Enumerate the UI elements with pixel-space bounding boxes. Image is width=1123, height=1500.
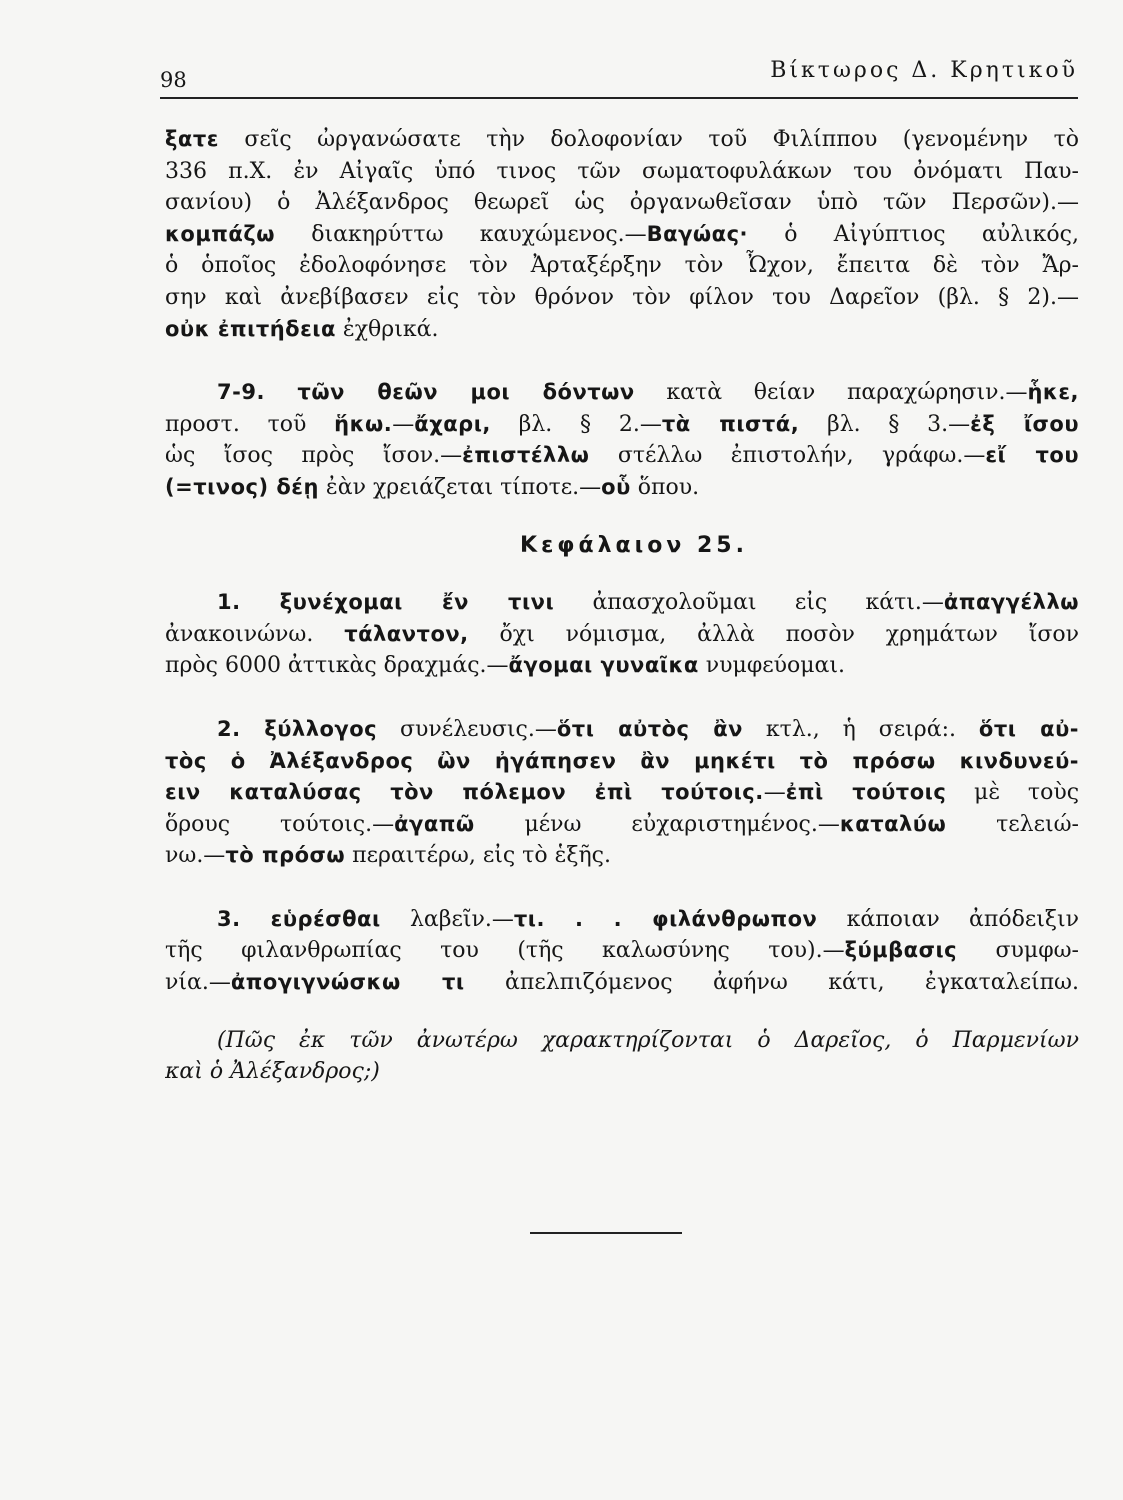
gloss: ὡς ἴσος πρὸς ἴσον.— [165,443,463,469]
text-line [165,219,1079,251]
headword: 2. ξύλλογος [217,716,378,741]
gloss: σην καὶ ἀνεβίβασεν εἰς τὸν θρόνον τὸν φίλον του Δαρεῖον (βλ. § 2).— [165,284,1079,310]
gloss: κατὰ θείαν παραχώρησιν.— [634,380,1028,406]
headword: ξύμβασις [844,938,958,963]
text-line [165,619,1079,651]
text-line [165,187,1079,219]
headword: κομπάζω [165,221,275,246]
gloss: ἀνακοινώνω. [165,621,345,647]
gloss: κάποιαν ἀπόδειξιν [817,906,1079,932]
gloss: ὁ ὁποῖος ἐδολοφόνησε τὸν Ἀρταξέρξην τὸν Ὦχον, ἔπειτα δὲ τὸν Ἄρ- [165,253,1079,279]
gloss: — [763,780,786,806]
text-line [165,777,1079,809]
gloss: νία.— [165,970,231,996]
gloss: νω.— [165,843,226,869]
headword: τὸ πρόσω [225,843,346,868]
gloss: ἀπασχολοῦμαι εἰς κάτι.— [554,590,944,616]
headword: ἥκω. [334,411,393,436]
gloss: τῆς φιλανθρωπίας του (τῆς καλωσύνης του).— [165,938,845,964]
text-line [165,314,1079,346]
headword: τὸς ὁ Ἀλέξανδρος ὢν ἠγάπησεν ἂν μηκέτι τὸ πρόσω κινδυνεύ- [165,748,1079,773]
text-line [165,156,1079,188]
gloss: βλ. § 2.— [490,411,662,437]
review-question [165,1025,1079,1057]
text-line [165,587,1079,619]
text-line [165,377,1079,409]
text-line [165,935,1079,967]
text-line [165,714,1079,746]
headword: ἄγομαι γυναῖκα [508,653,699,678]
gloss: λαβεῖν.— [380,906,514,932]
headword: ἀπαγγέλλω [943,590,1079,615]
headword: ἄχαρι, [414,411,491,436]
gloss: — [392,411,415,437]
text-line [165,967,1079,999]
headword: 3. εὑρέσθαι [217,906,381,931]
text-line [165,409,1079,441]
headword: ειν καταλύσας τὸν πόλεμον ἐπὶ τούτοις. [165,780,764,805]
headword: 1. ξυνέχομαι ἔν τινι [217,590,555,615]
gloss: μὲ τοὺς [946,780,1079,806]
headword: οὗ [601,474,631,499]
chapter-heading: Κεφάλαιον 25. [520,532,748,558]
headword: 7-9. τῶν θεῶν μοι δόντων [217,380,635,405]
text-line [165,440,1079,472]
body-text [165,124,1079,1088]
headword: τὰ πιστά, [661,411,800,436]
headword: τι. . . φιλάνθρωπον [513,906,818,931]
gloss: συνέλευσις.— [377,716,557,742]
text-line [165,809,1079,841]
text-line [165,840,1079,872]
headword: ξατε [165,127,219,151]
gloss: βλ. § 3.— [799,411,971,437]
text-line [165,650,1079,682]
gloss: περαιτέρω, εἰς τὸ ἑξῆς. [345,843,611,869]
page-header [160,58,1078,98]
question-line: καὶ ὁ Ἀλέξανδρος;) [165,1059,380,1085]
headword: ἀγαπῶ [394,811,475,836]
text-line [165,746,1079,778]
text-line [165,472,1079,504]
headword: εἴ του [985,443,1079,468]
headword: Βαγώας· [646,221,748,246]
running-title: Βίκτωρος Δ. Κρητικοῦ [770,58,1078,83]
gloss: συμφω- [957,938,1079,964]
text-line [165,124,1079,156]
gloss: μένω εὐχαριστημένος.— [474,811,840,837]
headword: ἐπιστέλλω [462,443,590,468]
headword: ἀπογιγνώσκω τι [230,970,465,995]
headword: ὅτι αὐτὸς ἂν [556,716,743,741]
headword: τάλαντον, [344,621,469,646]
gloss: ὄχι νόμισμα, ἀλλὰ ποσὸν χρημάτων ἴσον [468,621,1079,647]
gloss: ἐχθρικά. [335,316,439,342]
gloss: σανίου) ὁ Ἀλέξανδρος θεωρεῖ ὡς ὀργανωθεῖσαν ὑπὸ τῶν Περσῶν).— [165,190,1079,216]
gloss: προστ. τοῦ [165,411,335,437]
section-end-rule [530,1232,682,1234]
headword: ἐξ ἴσου [970,411,1079,436]
headword: ἐπὶ τούτοις [785,780,947,805]
gloss: ὁ Αἰγύπτιος αὐλικός, [748,221,1079,247]
gloss: νυμφεύομαι. [698,653,846,679]
gloss: στέλλω ἐπιστολήν, γράφω.— [589,443,986,469]
gloss: τελειώ- [946,811,1079,837]
gloss: ὅρους τούτοις.— [165,811,395,837]
headword: (=τινος) δέῃ [165,474,319,499]
headword: ὅτι αὐ- [978,716,1079,741]
gloss: διακηρύττω καυχώμενος.— [275,221,647,247]
gloss: κτλ., ἡ σειρά:. [742,716,979,742]
text-line [165,904,1079,936]
header-rule [160,97,1078,99]
gloss: ὅπου. [630,474,700,500]
page-number: 98 [160,68,187,92]
headword: οὐκ ἐπιτήδεια [165,316,336,341]
gloss: 336 π.Χ. ἐν Αἰγαῖς ὑπό τινος τῶν σωματοφυλάκων του ὀνόματι Παυ- [165,158,1079,184]
text-line [165,282,1079,314]
text-line [165,250,1079,282]
gloss: ἀπελπιζόμενος ἀφήνω κάτι, ἐγκαταλείπω. [464,970,1079,996]
question-line: (Πῶς ἐκ τῶν ἀνωτέρω χαρακτηρίζονται ὁ Δαρεῖος, ὁ Παρμενίων [217,1027,1079,1053]
headword: ἧκε, [1027,380,1079,405]
gloss: πρὸς 6000 ἀττικὰς δραχμάς.— [165,653,509,679]
headword: καταλύω [839,811,947,836]
review-question-end [165,1056,1079,1088]
gloss: ἐὰν χρειάζεται τίποτε.— [318,474,602,500]
gloss: σεῖς ὠργανώσατε τὴν δολοφονίαν τοῦ Φιλίππου (γενομένην τὸ [218,127,1079,152]
